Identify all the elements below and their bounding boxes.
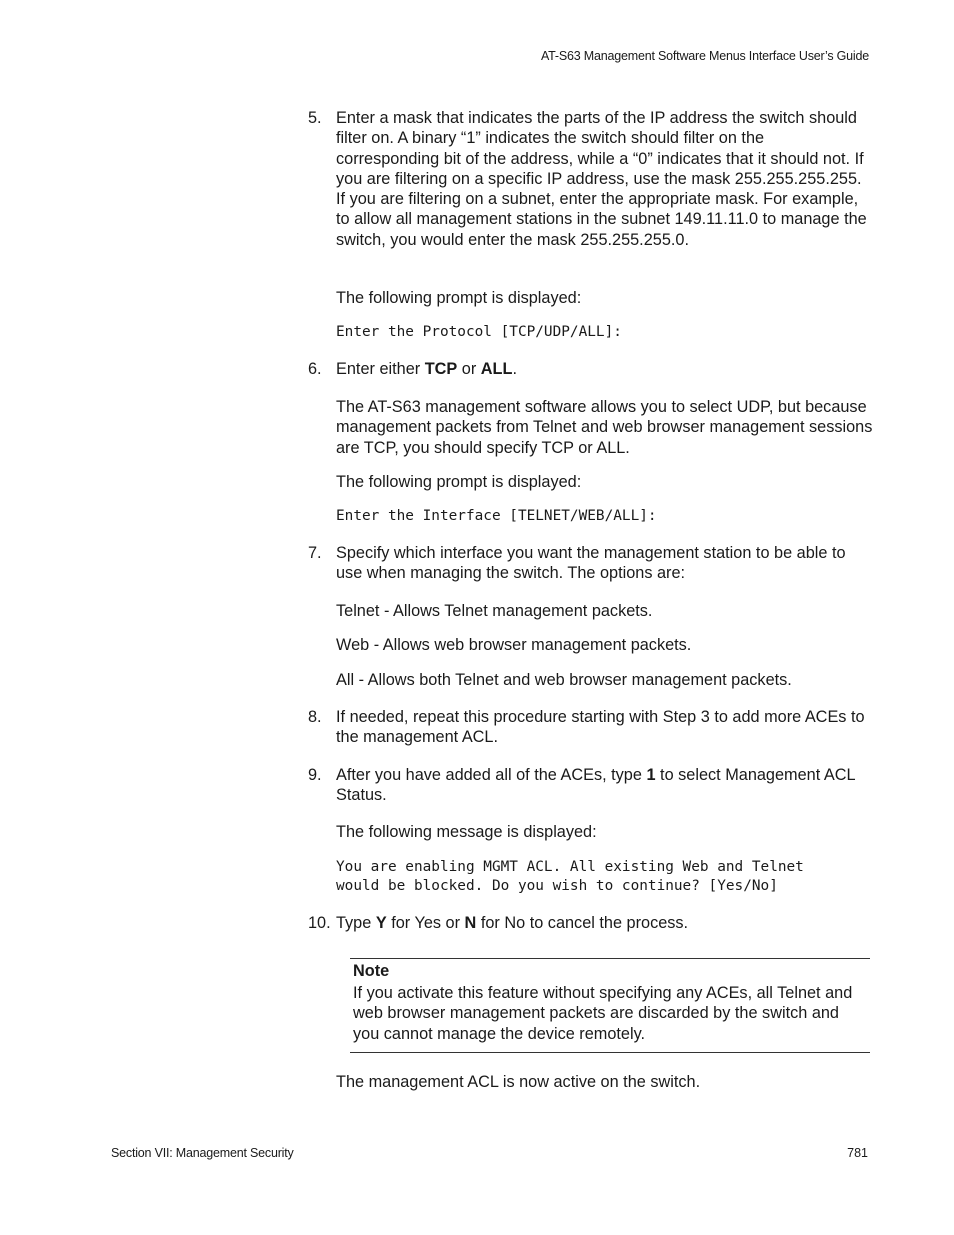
- step-9: [308, 765, 868, 806]
- step-text: Type Y for Yes or N for No to cancel the process.: [336, 914, 689, 932]
- option-all-interfaces: All - Allows both Telnet and web browser management packets.: [336, 671, 792, 689]
- note-bottom-rule: [350, 1052, 870, 1053]
- step-text: Specify which interface you want the management station to be able to use when managing the switch. The options are:: [336, 544, 846, 583]
- option-telnet: Telnet - Allows Telnet management packets.: [336, 602, 653, 620]
- step-7: [308, 543, 868, 584]
- step-text: If needed, repeat this procedure starting with Step 3 to add more ACEs to the management ACL.: [336, 708, 865, 747]
- page-number: 781: [847, 1146, 868, 1160]
- closing-text: The management ACL is now active on the switch.: [336, 1073, 701, 1091]
- option-web: Web - Allows web browser management packets.: [336, 636, 692, 654]
- interface-prompt: Enter the Interface [TELNET/WEB/ALL]:: [336, 508, 657, 524]
- step-text: Enter either TCP or ALL.: [336, 360, 517, 378]
- note-top-rule: [350, 958, 870, 959]
- option-tcp: TCP: [424, 360, 458, 378]
- step-6: [308, 359, 868, 379]
- step-text: After you have added all of the ACEs, type 1 to select Management ACL Status.: [336, 766, 855, 805]
- step-number: 5.: [308, 109, 322, 127]
- prompt-intro: The following prompt is displayed:: [336, 289, 582, 307]
- confirm-message-line-1: You are enabling MGMT ACL. All existing Web and Telnet: [336, 859, 804, 875]
- key-y: Y: [375, 914, 387, 932]
- running-header: AT-S63 Management Software Menus Interface User’s Guide: [540, 49, 869, 63]
- note-body: If you activate this feature without specifying any ACEs, all Telnet and web browser management packets are discarded by the switch and you cannot manage the device remotely.: [353, 984, 853, 1043]
- option-all: ALL: [480, 360, 513, 378]
- step-10: [308, 913, 868, 933]
- key-1: 1: [646, 766, 656, 784]
- prompt-intro: The following prompt is displayed:: [336, 473, 582, 491]
- step-number: 6.: [308, 360, 322, 378]
- message-intro: The following message is displayed:: [336, 823, 597, 841]
- step-8: [308, 707, 868, 748]
- step-number: 10.: [308, 914, 331, 932]
- note-title: Note: [353, 962, 390, 980]
- step-number: 9.: [308, 766, 322, 784]
- confirm-message-line-2: would be blocked. Do you wish to continue? [Yes/No]: [336, 878, 778, 894]
- footer-section: Section VII: Management Security: [111, 1146, 294, 1160]
- step-number: 7.: [308, 544, 322, 562]
- step-5: [308, 108, 868, 250]
- step-text: Enter a mask that indicates the parts of the IP address the switch should filter on. A binary “1” indicates the switch should filter on the corresponding bit of the address, while a “0” indicates that it should not. If you are filtering on a specific IP address, use the mask 255.255.255.255. If you are filtering on a subnet, enter the appropriate mask. For example, to allow all management stations in the subnet 149.11.11.0 to manage the switch, you would enter the mask 255.255.255.0.: [336, 109, 867, 249]
- step-6-detail: The AT-S63 management software allows you to select UDP, but because management packets from Telnet and web browser management sessions are TCP, you should specify TCP or ALL.: [336, 398, 873, 457]
- key-n: N: [464, 914, 477, 932]
- protocol-prompt: Enter the Protocol [TCP/UDP/ALL]:: [336, 324, 622, 340]
- step-number: 8.: [308, 708, 322, 726]
